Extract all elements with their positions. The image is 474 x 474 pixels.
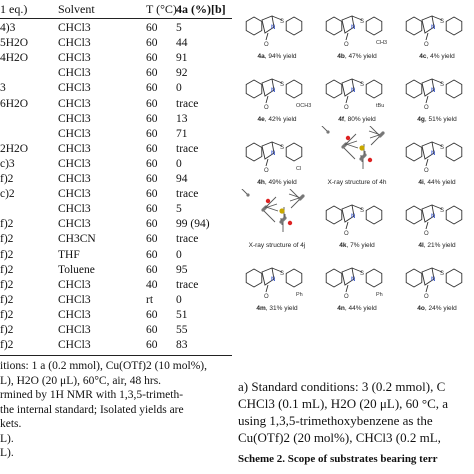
cell-additive: f)2 <box>0 233 14 246</box>
table-row <box>0 202 232 217</box>
cell-yield: 0 <box>176 157 182 170</box>
cell-solvent: CHCl3 <box>58 22 91 34</box>
svg-text:S: S <box>440 145 445 151</box>
table-footnote: L). <box>0 432 14 445</box>
svg-text:S: S <box>360 82 365 88</box>
cell-yield: 0 <box>176 293 182 306</box>
svg-text:O: O <box>424 168 429 174</box>
svg-text:N: N <box>431 25 436 31</box>
cell-temperature: 60 <box>146 52 158 65</box>
cell-solvent: CH3CN <box>58 233 96 246</box>
svg-text:O: O <box>344 42 349 48</box>
cell-additive: 2H2O <box>0 142 29 155</box>
cell-additive: f)2 <box>0 173 14 185</box>
molecule-structure <box>398 189 474 239</box>
compound-yield: 51% yield <box>428 116 457 123</box>
svg-text:S: S <box>280 271 285 277</box>
table-row <box>0 157 232 172</box>
cell-additive: f)2 <box>0 308 14 321</box>
compound-4l <box>398 189 474 249</box>
cell-yield: 95 <box>176 263 188 276</box>
svg-text:N: N <box>431 277 436 283</box>
cell-yield: 55 <box>176 324 188 336</box>
table-row <box>0 81 232 96</box>
compound-4o <box>398 252 474 312</box>
compound-id: 4c <box>419 53 427 60</box>
svg-text:S: S <box>440 19 445 25</box>
cell-yield: 92 <box>176 67 188 80</box>
cell-additive: 6H2O <box>0 97 29 110</box>
cell-temperature: 60 <box>146 67 158 80</box>
svg-text:N: N <box>351 25 356 31</box>
compound-caption: 4i, 44% yield <box>418 179 456 186</box>
compound-yield: 21% yield <box>427 242 456 249</box>
svg-text:O: O <box>264 42 269 48</box>
table-row <box>0 187 232 202</box>
table-row <box>0 21 232 36</box>
molecule-structure <box>398 0 474 50</box>
compound-4n <box>318 252 396 312</box>
cell-additive: f)2 <box>0 263 14 276</box>
cell-solvent: CHCl3 <box>58 52 91 65</box>
table-footnote: L). <box>0 447 14 459</box>
svg-text:O: O <box>344 231 349 237</box>
svg-text:N: N <box>271 25 276 31</box>
cell-temperature: 60 <box>146 324 158 336</box>
cell-additive: f)2 <box>0 339 14 352</box>
molecule-structure <box>238 0 316 50</box>
cell-solvent: CHCl3 <box>58 278 91 291</box>
svg-text:N: N <box>431 88 436 94</box>
cell-yield: 5 <box>176 22 182 34</box>
table-row <box>0 172 232 187</box>
compound-caption: 4f, 80% yield <box>338 116 376 123</box>
compound-yield: 31% yield <box>269 305 298 312</box>
svg-text:N: N <box>271 277 276 283</box>
compound-caption: 4c, 4% yield <box>419 53 455 60</box>
cell-additive: c)3 <box>0 157 15 170</box>
cell-temperature: 60 <box>146 22 158 34</box>
header-solvent: Solvent <box>58 2 95 16</box>
molecule-structure <box>238 252 316 302</box>
cell-temperature: 60 <box>146 142 158 155</box>
molecule-structure <box>238 63 316 113</box>
cell-additive: f)2 <box>0 218 14 231</box>
substituent-label: tBu <box>376 103 385 109</box>
cell-additive: 4H2O <box>0 52 29 65</box>
cell-solvent: CHCl3 <box>58 173 91 185</box>
compound-id: 4k <box>339 242 347 249</box>
compound-4f <box>318 63 396 123</box>
cell-temperature: 60 <box>146 203 158 216</box>
table-row <box>0 308 232 323</box>
table-row <box>0 66 232 81</box>
cell-yield: 5 <box>176 203 182 216</box>
substituent-label: Ph <box>296 292 303 298</box>
svg-text:O: O <box>264 294 269 300</box>
compound-4h-xray <box>318 126 396 186</box>
cell-temperature: 60 <box>146 339 158 352</box>
cell-solvent: THF <box>58 248 80 261</box>
table-row <box>0 263 232 278</box>
cell-additive: f)2 <box>0 248 14 261</box>
cell-yield: trace <box>176 142 199 155</box>
compound-id: 4e <box>257 116 265 123</box>
svg-text:O: O <box>424 105 429 111</box>
compound-yield: 44% yield <box>348 305 377 312</box>
scheme-footnote: using 1,3,5-trimethoxybenzene as the <box>238 413 433 428</box>
compound-id: 4i <box>418 179 424 186</box>
cell-solvent: CHCl3 <box>58 218 91 231</box>
table-row <box>0 112 232 127</box>
svg-text:N: N <box>271 88 276 94</box>
compound-caption: 4b, 47% yield <box>337 53 377 60</box>
svg-text:S: S <box>280 19 285 25</box>
cell-yield: 0 <box>176 248 182 261</box>
compound-yield: 80% yield <box>347 116 376 123</box>
molecule-structure <box>398 126 474 176</box>
compound-id: 4n <box>337 305 345 312</box>
svg-text:N: N <box>431 214 436 220</box>
compound-id: 4o <box>417 305 425 312</box>
cell-additive: f)2 <box>0 278 14 291</box>
table-footnote: rmined by 1H NMR with 1,3,5-trimeth- <box>0 389 184 401</box>
cell-yield: trace <box>176 97 199 110</box>
compound-yield: 94% yield <box>268 53 297 60</box>
molecule-structure <box>238 126 316 176</box>
cell-solvent: CHCl3 <box>58 188 91 201</box>
compound-yield: X-ray structure of 4h <box>327 179 387 186</box>
cell-temperature: 60 <box>146 112 158 125</box>
table-row <box>0 248 232 263</box>
compound-4m <box>238 252 316 312</box>
optimization-table <box>0 0 234 474</box>
compound-id: 4g <box>417 116 425 123</box>
cell-solvent: CHCl3 <box>58 203 91 216</box>
cell-yield: trace <box>176 188 199 201</box>
svg-text:O: O <box>264 105 269 111</box>
svg-text:N: N <box>351 277 356 283</box>
cell-temperature: 60 <box>146 173 158 185</box>
compound-caption: 4e, 42% yield <box>257 116 297 123</box>
compound-id: 4a <box>257 53 265 60</box>
scheme-footnote: CHCl3 (0.1 mL), H2O (20 μL), 60 °C, a <box>238 396 449 411</box>
cell-temperature: 60 <box>146 82 158 95</box>
header-rule <box>0 18 232 19</box>
compound-yield: 24% yield <box>428 305 457 312</box>
svg-text:N: N <box>351 214 356 220</box>
molecule-structure <box>398 63 474 113</box>
cell-yield: 13 <box>176 112 188 125</box>
table-row <box>0 232 232 247</box>
compound-4e <box>238 63 316 123</box>
compound-caption: 4g, 51% yield <box>417 116 457 123</box>
scheme-panel <box>238 0 474 474</box>
compound-yield: 47% yield <box>348 53 377 60</box>
cell-solvent: CHCl3 <box>58 308 91 321</box>
svg-text:S: S <box>360 19 365 25</box>
cell-yield: 44 <box>176 37 188 50</box>
cell-solvent: CHCl3 <box>58 324 91 336</box>
table-row <box>0 36 232 51</box>
compound-yield: 49% yield <box>268 179 297 186</box>
table-header <box>0 2 232 16</box>
compound-4a <box>238 0 316 60</box>
cell-yield: 83 <box>176 339 188 352</box>
scheme-footnote: a) Standard conditions: 3 (0.2 mmol), C <box>238 379 446 394</box>
svg-text:S: S <box>360 271 365 277</box>
table-footnote: the internal standard; Isolated yields are <box>0 403 184 416</box>
substituent-label: Cl <box>296 166 302 172</box>
svg-text:S: S <box>440 208 445 214</box>
compound-4i <box>398 126 474 186</box>
cell-temperature: 60 <box>146 188 158 201</box>
cell-temperature: 60 <box>146 157 158 170</box>
svg-text:S: S <box>280 145 285 151</box>
compound-caption: 4n, 44% yield <box>337 305 377 312</box>
header-additive: 1 eq.) <box>0 2 28 16</box>
cell-yield: 94 <box>176 173 188 185</box>
compound-caption: 4h, 49% yield <box>257 179 297 186</box>
header-temperature: T (°C) <box>146 2 177 16</box>
compound-yield: 7% yield <box>350 242 375 249</box>
compound-4h <box>238 126 316 186</box>
compound-caption: 4k, 7% yield <box>339 242 375 249</box>
molecule-structure <box>318 189 396 239</box>
compound-yield: 42% yield <box>268 116 297 123</box>
table-row <box>0 142 232 157</box>
cell-temperature: 60 <box>146 97 158 110</box>
molecule-structure <box>398 252 474 302</box>
svg-text:O: O <box>424 42 429 48</box>
svg-text:S: S <box>280 82 285 88</box>
cell-temperature: 60 <box>146 308 158 321</box>
cell-solvent: CHCl3 <box>58 67 91 80</box>
cell-temperature: 60 <box>146 248 158 261</box>
table-row <box>0 51 232 66</box>
cell-temperature: 60 <box>146 233 158 246</box>
table-footnote: L), H2O (20 μL), 60°C, air, 48 hrs. <box>0 374 162 387</box>
cell-solvent: CHCl3 <box>58 82 91 95</box>
scheme-footnote: Cu(OTf)2 (20 mol%), CHCl3 (0.2 mL, <box>238 430 441 445</box>
xray-structure-image <box>318 126 396 176</box>
cell-additive: 5H2O <box>0 37 29 50</box>
svg-text:N: N <box>431 151 436 157</box>
svg-text:N: N <box>271 151 276 157</box>
cell-solvent: CHCl3 <box>58 97 91 110</box>
cell-solvent: CHCl3 <box>58 112 91 125</box>
compound-4c <box>398 0 474 60</box>
substituent-label: CH3 <box>376 40 388 46</box>
table-bottom-rule <box>0 355 232 356</box>
compound-yield: 4% yield <box>430 53 455 60</box>
table-row <box>0 217 232 232</box>
cell-temperature: rt <box>146 293 154 306</box>
cell-yield: trace <box>176 233 199 246</box>
compound-id: 4b <box>337 53 345 60</box>
compound-caption: 4o, 24% yield <box>417 305 457 312</box>
svg-text:S: S <box>440 271 445 277</box>
cell-additive: c)2 <box>0 188 15 201</box>
substituent-label: Ph <box>376 292 383 298</box>
compound-4b <box>318 0 396 60</box>
cell-additive: 3 <box>0 82 6 95</box>
table-row <box>0 97 232 112</box>
header-yield: 4a (%)[b] <box>176 2 226 16</box>
compound-yield: 44% yield <box>427 179 456 186</box>
svg-text:O: O <box>424 294 429 300</box>
svg-text:N: N <box>351 88 356 94</box>
cell-yield: 99 (94) <box>176 218 210 231</box>
cell-yield: trace <box>176 278 199 291</box>
cell-solvent: CHCl3 <box>58 142 91 155</box>
molecule-structure <box>318 252 396 302</box>
cell-solvent: CHCl3 <box>58 157 91 170</box>
compound-caption <box>238 242 316 249</box>
svg-text:S: S <box>440 82 445 88</box>
cell-solvent: CHCl3 <box>58 339 91 352</box>
molecule-structure <box>318 0 396 50</box>
cell-temperature: 60 <box>146 127 158 140</box>
cell-yield: 91 <box>176 52 188 65</box>
cell-additive: f)2 <box>0 293 14 306</box>
table-row <box>0 323 232 338</box>
cell-yield: 71 <box>176 127 188 140</box>
compound-yield: X-ray structure of 4j <box>248 242 306 249</box>
compound-4g <box>398 63 474 123</box>
compound-caption: 4a, 94% yield <box>257 53 297 60</box>
scheme-caption-text: Scheme 2. Scope of substrates bearing terr <box>238 453 438 465</box>
table-row <box>0 127 232 142</box>
compound-caption: 4m, 31% yield <box>256 305 298 312</box>
svg-text:S: S <box>360 208 365 214</box>
table-row <box>0 338 232 353</box>
compound-id: 4f <box>338 116 344 123</box>
cell-temperature: 60 <box>146 37 158 50</box>
molecule-structure <box>318 63 396 113</box>
table-row <box>0 278 232 293</box>
cell-solvent: CHCl3 <box>58 127 91 140</box>
compound-id: 4h <box>257 179 265 186</box>
cell-additive: 4)3 <box>0 22 16 34</box>
cell-yield: 51 <box>176 308 188 321</box>
cell-solvent: Toluene <box>58 263 95 276</box>
cell-yield: 0 <box>176 82 182 95</box>
svg-text:O: O <box>264 168 269 174</box>
compound-id: 4m <box>256 305 266 312</box>
cell-solvent: CHCl3 <box>58 37 91 50</box>
cell-solvent: CHCl3 <box>58 293 91 306</box>
cell-temperature: 40 <box>146 278 158 291</box>
xray-structure-image <box>238 189 316 239</box>
compound-caption: 4l, 21% yield <box>418 242 456 249</box>
scheme-caption <box>238 452 474 466</box>
svg-text:O: O <box>344 105 349 111</box>
compound-4k <box>318 189 396 249</box>
cell-temperature: 60 <box>146 218 158 231</box>
substituent-label: OCH3 <box>296 103 312 109</box>
compound-caption <box>318 179 396 186</box>
cell-additive: f)2 <box>0 324 14 336</box>
table-row <box>0 293 232 308</box>
svg-text:O: O <box>424 231 429 237</box>
table-footnote: kets. <box>0 418 22 430</box>
cell-temperature: 60 <box>146 263 158 276</box>
compound-id: 4l <box>418 242 424 249</box>
svg-text:O: O <box>344 294 349 300</box>
table-footnote: itions: 1 a (0.2 mmol), Cu(OTf)2 (10 mol%), <box>0 360 207 372</box>
compound-4j-xray <box>238 189 316 249</box>
